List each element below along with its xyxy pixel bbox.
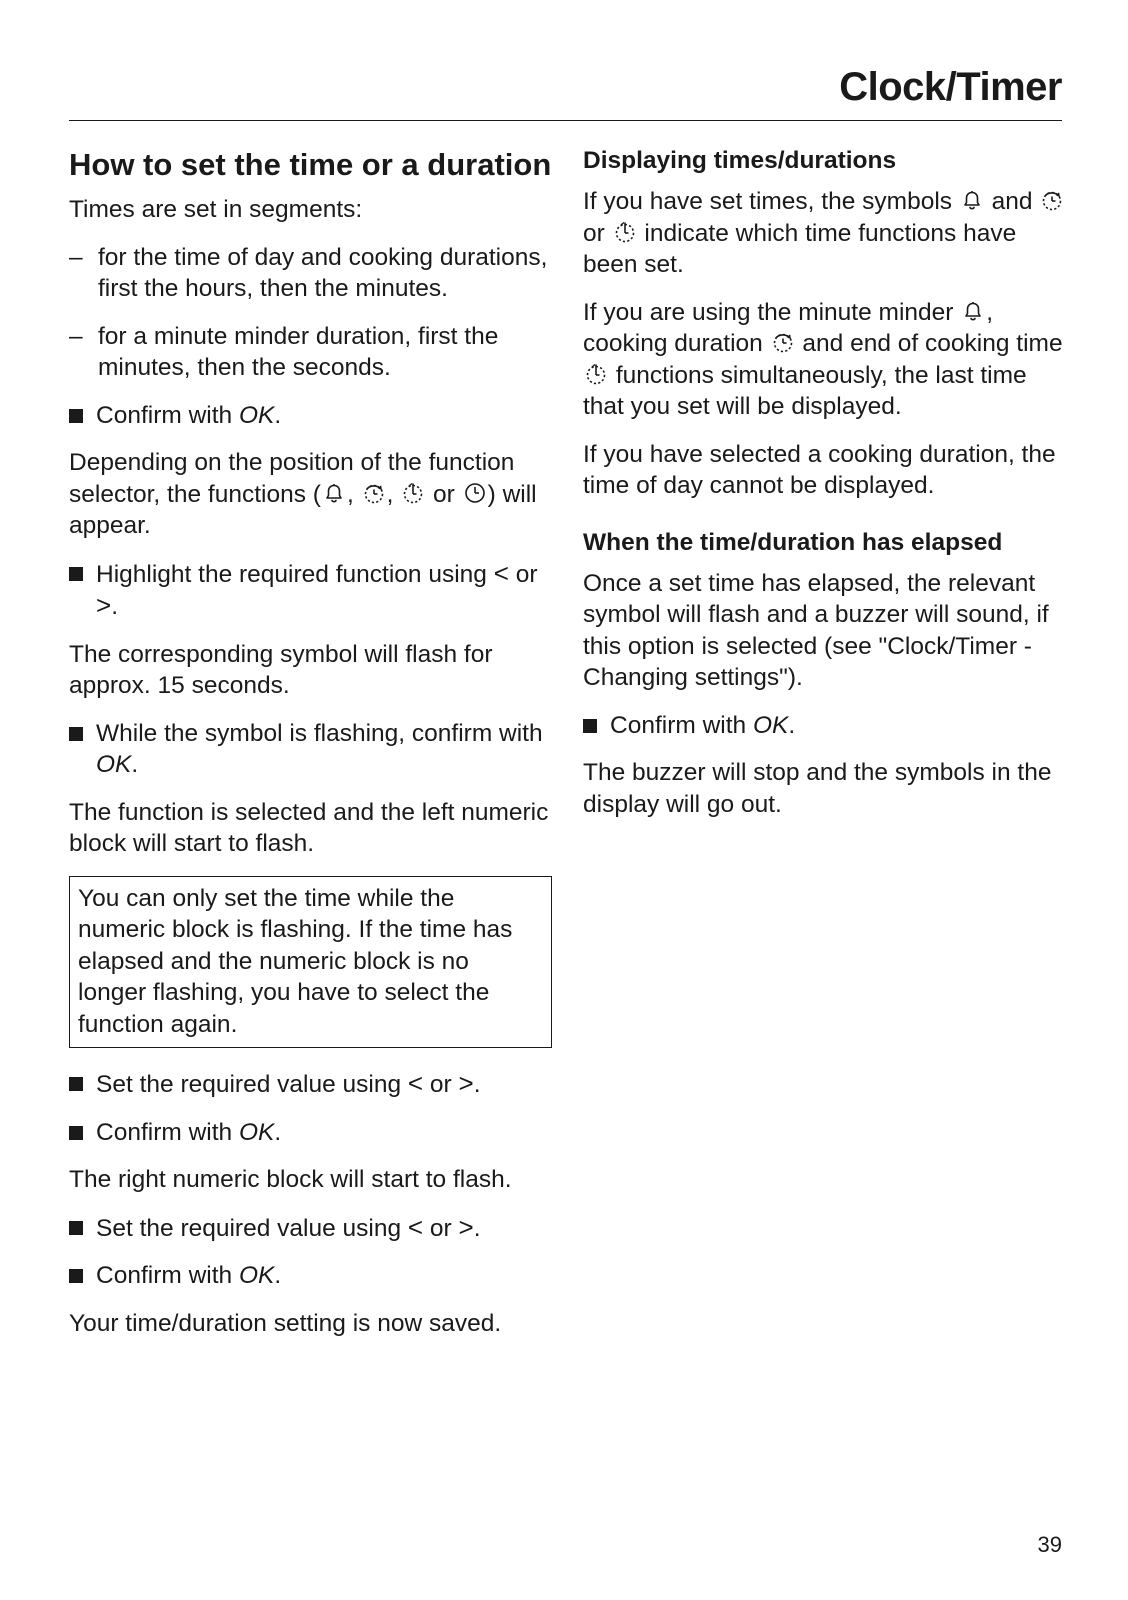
end-of-cooking-icon xyxy=(584,362,608,386)
page-title: Clock/Timer xyxy=(839,65,1062,109)
section-heading: How to set the time or a duration xyxy=(69,147,552,182)
step-bullet-icon xyxy=(69,1269,83,1283)
left-column xyxy=(69,146,555,1355)
right-arrow-icon: > xyxy=(458,1211,474,1242)
step-bullet-icon xyxy=(69,567,83,581)
intro-paragraph: Times are set in segments: xyxy=(69,196,363,223)
step-bullet-icon xyxy=(69,409,83,423)
subheading-displaying: Displaying times/durations xyxy=(583,147,897,174)
cooking-duration-icon xyxy=(362,481,386,505)
cooking-duration-icon xyxy=(771,330,795,354)
left-arrow-icon: < xyxy=(407,1068,424,1098)
step-bullet-icon xyxy=(69,727,83,741)
saved-paragraph: Your time/duration setting is now saved. xyxy=(69,1309,502,1337)
step-bullet-icon xyxy=(69,1126,83,1140)
right-block-paragraph: The right numeric block will start to flash. xyxy=(69,1166,512,1193)
bell-icon xyxy=(960,188,984,212)
duration-paragraph: If you have selected a cooking duration, the time of day cannot be displayed. xyxy=(583,440,1056,499)
left-arrow-icon: < xyxy=(493,557,509,588)
step-highlight-function: Highlight the required function using < or >. xyxy=(69,558,555,623)
step-confirm-3: Confirm with OK. xyxy=(69,1260,555,1292)
step-confirm-1: Confirm with OK. xyxy=(69,400,555,432)
elapsed-paragraph: Once a set time has elapsed, the relevant symbol will flash and a buzzer will sound, if this option is selected (see "Clock/Timer - Changing settings"). xyxy=(583,569,1049,691)
symbols-paragraph: If you have set times, the symbols and or indicate which time functions have been set. xyxy=(583,186,1073,281)
page-header xyxy=(69,58,1062,121)
bell-icon xyxy=(961,299,985,323)
step-confirm-2: Confirm with OK. xyxy=(69,1117,555,1149)
simultaneous-paragraph: If you are using the minute minder , cooking duration and end of cooking time functions simultaneously, the last time that you set will be displayed. xyxy=(583,298,1063,420)
step-bullet-icon xyxy=(69,1221,83,1235)
dash-item-minute-minder: – for a minute minder duration, first the minutes, then the seconds. xyxy=(69,322,499,381)
corresponding-paragraph: The corresponding symbol will flash for approx. 15 seconds. xyxy=(69,640,493,699)
selected-paragraph: The function is selected and the left numeric block will start to flash. xyxy=(69,798,549,857)
right-arrow-icon: > xyxy=(458,1068,474,1098)
step-bullet-icon xyxy=(69,1077,83,1091)
clock-icon xyxy=(463,481,487,505)
functions-paragraph: Depending on the position of the function selector, the functions ( , , or ) will appear. xyxy=(69,449,537,539)
buzzer-paragraph: The buzzer will stop and the symbols in the display will go out. xyxy=(583,759,1052,818)
dash-item-time-of-day: – for the time of day and cooking durations, first the hours, then the minutes. xyxy=(69,243,548,302)
step-confirm-while-flashing: While the symbol is flashing, confirm with OK. xyxy=(69,718,555,781)
right-column xyxy=(583,146,1073,836)
left-arrow-icon: < xyxy=(407,1211,424,1242)
cooking-duration-icon xyxy=(1040,188,1064,212)
end-of-cooking-icon xyxy=(401,481,425,505)
bell-icon xyxy=(322,481,346,505)
step-set-value-1: Set the required value using < or >. xyxy=(69,1068,555,1101)
right-arrow-icon: > xyxy=(96,590,112,620)
end-of-cooking-icon xyxy=(613,220,637,244)
page-number: 39 xyxy=(1037,1532,1062,1557)
note-box: You can only set the time while the numeric block is flashing. If the time has elapsed and the numeric block is no longer flashing, you have to select the function again. xyxy=(69,876,552,1049)
subheading-elapsed: When the time/duration has elapsed xyxy=(583,528,1003,556)
step-bullet-icon xyxy=(583,719,597,733)
step-confirm-elapsed: Confirm with OK. xyxy=(583,710,1073,742)
step-set-value-2: Set the required value using < or >. xyxy=(69,1212,555,1245)
